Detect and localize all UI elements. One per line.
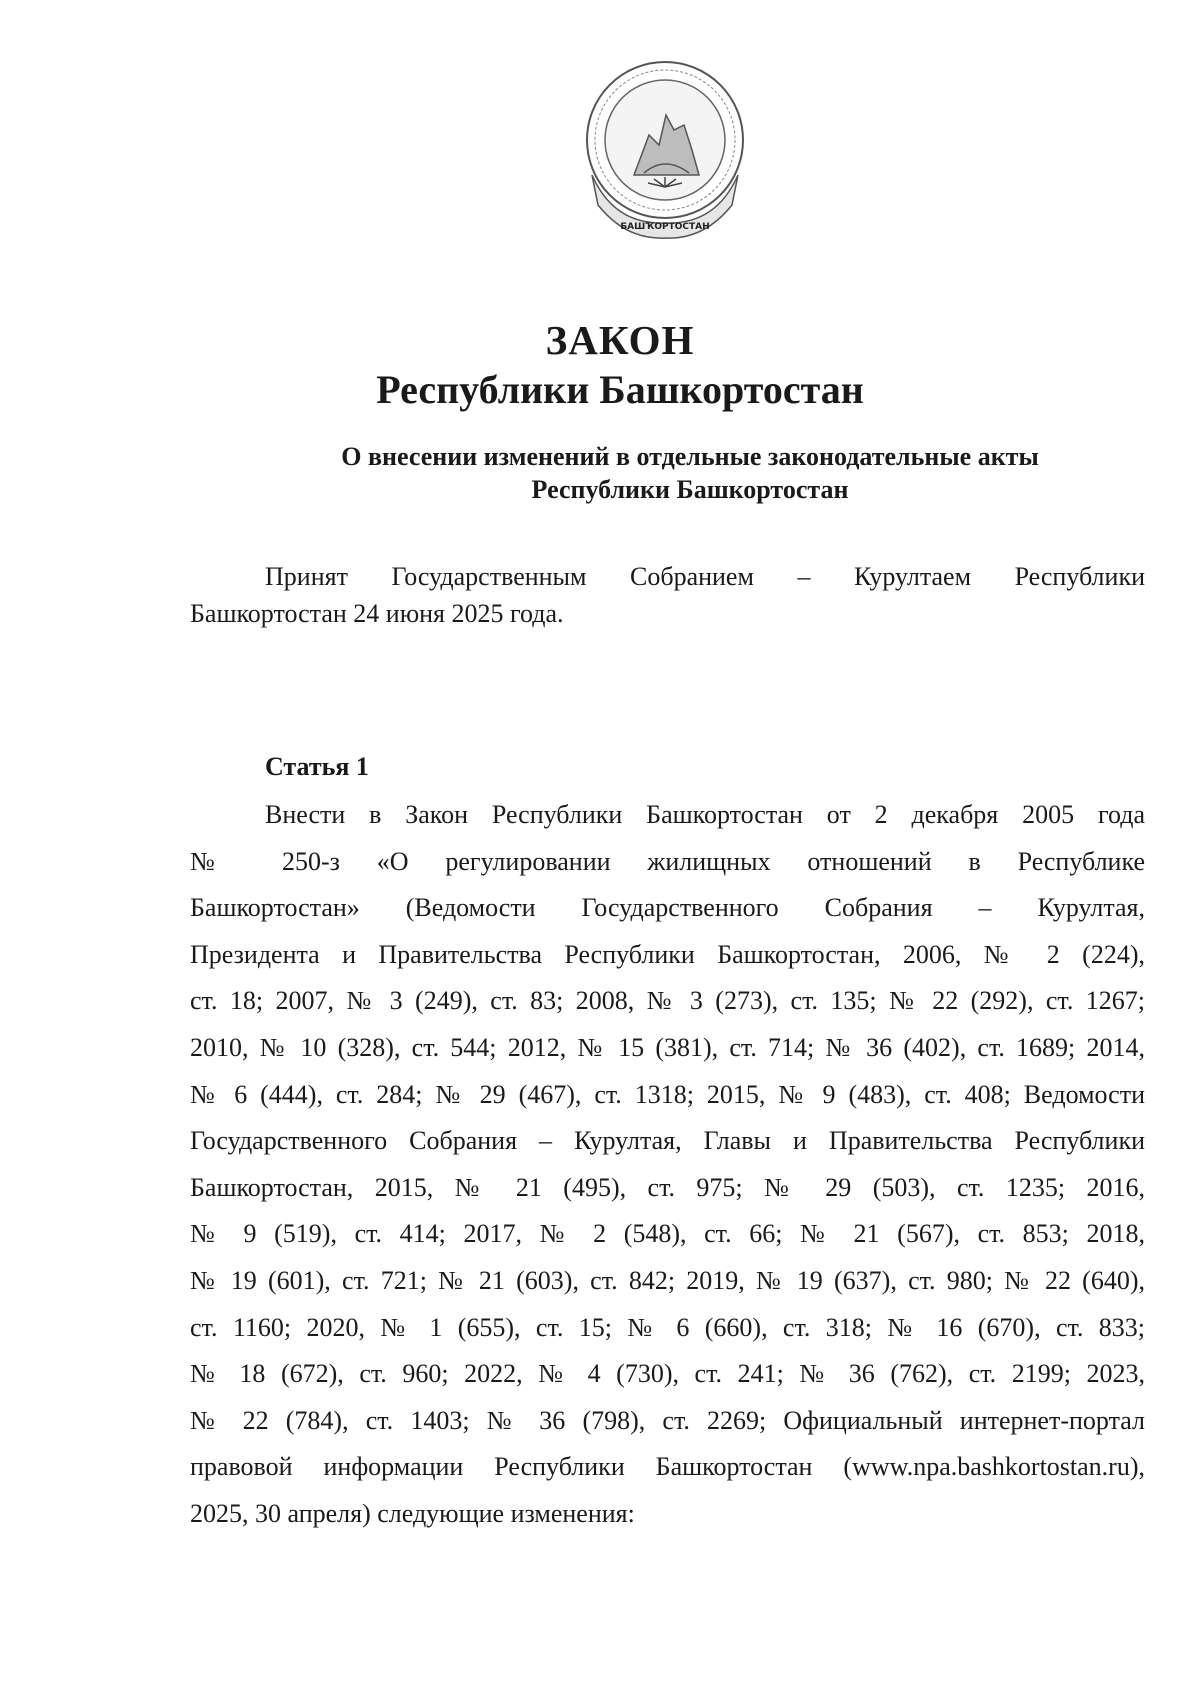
document-title: ЗАКОН [545,317,695,363]
adoption-line-2: Башкортостан 24 июня 2025 года. [190,599,564,628]
subject-line-1: О внесении изменений в отдельные законодательные акты [341,442,1039,471]
article-line: 2010, № 10 (328), ст. 544; 2012, № 15 (381), ст. 714; № 36 (402), ст. 1689; 2014, [190,1032,1145,1062]
article-line: № 6 (444), ст. 284; № 29 (467), ст. 1318; 2015, № 9 (483), ст. 408; Ведомости [190,1079,1145,1109]
adoption-note [190,558,1145,632]
article-line: Государственного Собрания – Курултая, Главы и Правительства Республики [190,1126,1145,1156]
bashkortostan-emblem-icon [574,55,756,245]
subject-line-2: Республики Башкортостан [531,475,849,504]
article-line: Башкортостан» (Ведомости Государственного Собрания – Курултая, [190,893,1145,923]
article-line: № 19 (601), ст. 721; № 21 (603), ст. 842; 2019, № 19 (637), ст. 980; № 22 (640), [190,1265,1145,1295]
law-subject [310,440,1070,506]
article-line: ст. 18; 2007, № 3 (249), ст. 83; 2008, № 3 (273), ст. 135; № 22 (292), ст. 1267; [190,986,1145,1016]
article-line: 2025, 30 апреля) следующие изменения: [190,1498,635,1528]
article-line: № 18 (672), ст. 960; 2022, № 4 (730), ст. 241; № 36 (762), ст. 2199; 2023, [190,1359,1145,1389]
adoption-line-1: Принят Государственным Собранием – Курултаем Республики [265,562,1145,591]
article-line: № 22 (784), ст. 1403; № 36 (798), ст. 2269; Официальный интернет-портал [190,1405,1145,1435]
article-line: Башкортостан, 2015, № 21 (495), ст. 975; № 29 (503), ст. 1235; 2016, [190,1172,1145,1202]
article-heading: Статья 1 [265,752,369,781]
article-line: Внести в Закон Республики Башкортостан от 2 декабря 2005 года [265,800,1145,829]
article-line: Президента и Правительства Республики Башкортостан, 2006, № 2 (224), [190,939,1145,969]
article-line: ст. 1160; 2020, № 1 (655), ст. 15; № 6 (660), ст. 318; № 16 (670), ст. 833; [190,1312,1145,1342]
article-line: № 9 (519), ст. 414; 2017, № 2 (548), ст. 66; № 21 (567), ст. 853; 2018, [190,1219,1145,1249]
article-line: № 250-з «О регулировании жилищных отношений в Республике [190,846,1145,876]
article-body [190,792,1145,1538]
document-subtitle: Республики Башкортостан [376,367,864,412]
article-line: правовой информации Республики Башкортостан (www.npa.bashkortostan.ru), [190,1452,1145,1482]
emblem-motto: БАШҠОРТОСТАН [620,222,710,232]
